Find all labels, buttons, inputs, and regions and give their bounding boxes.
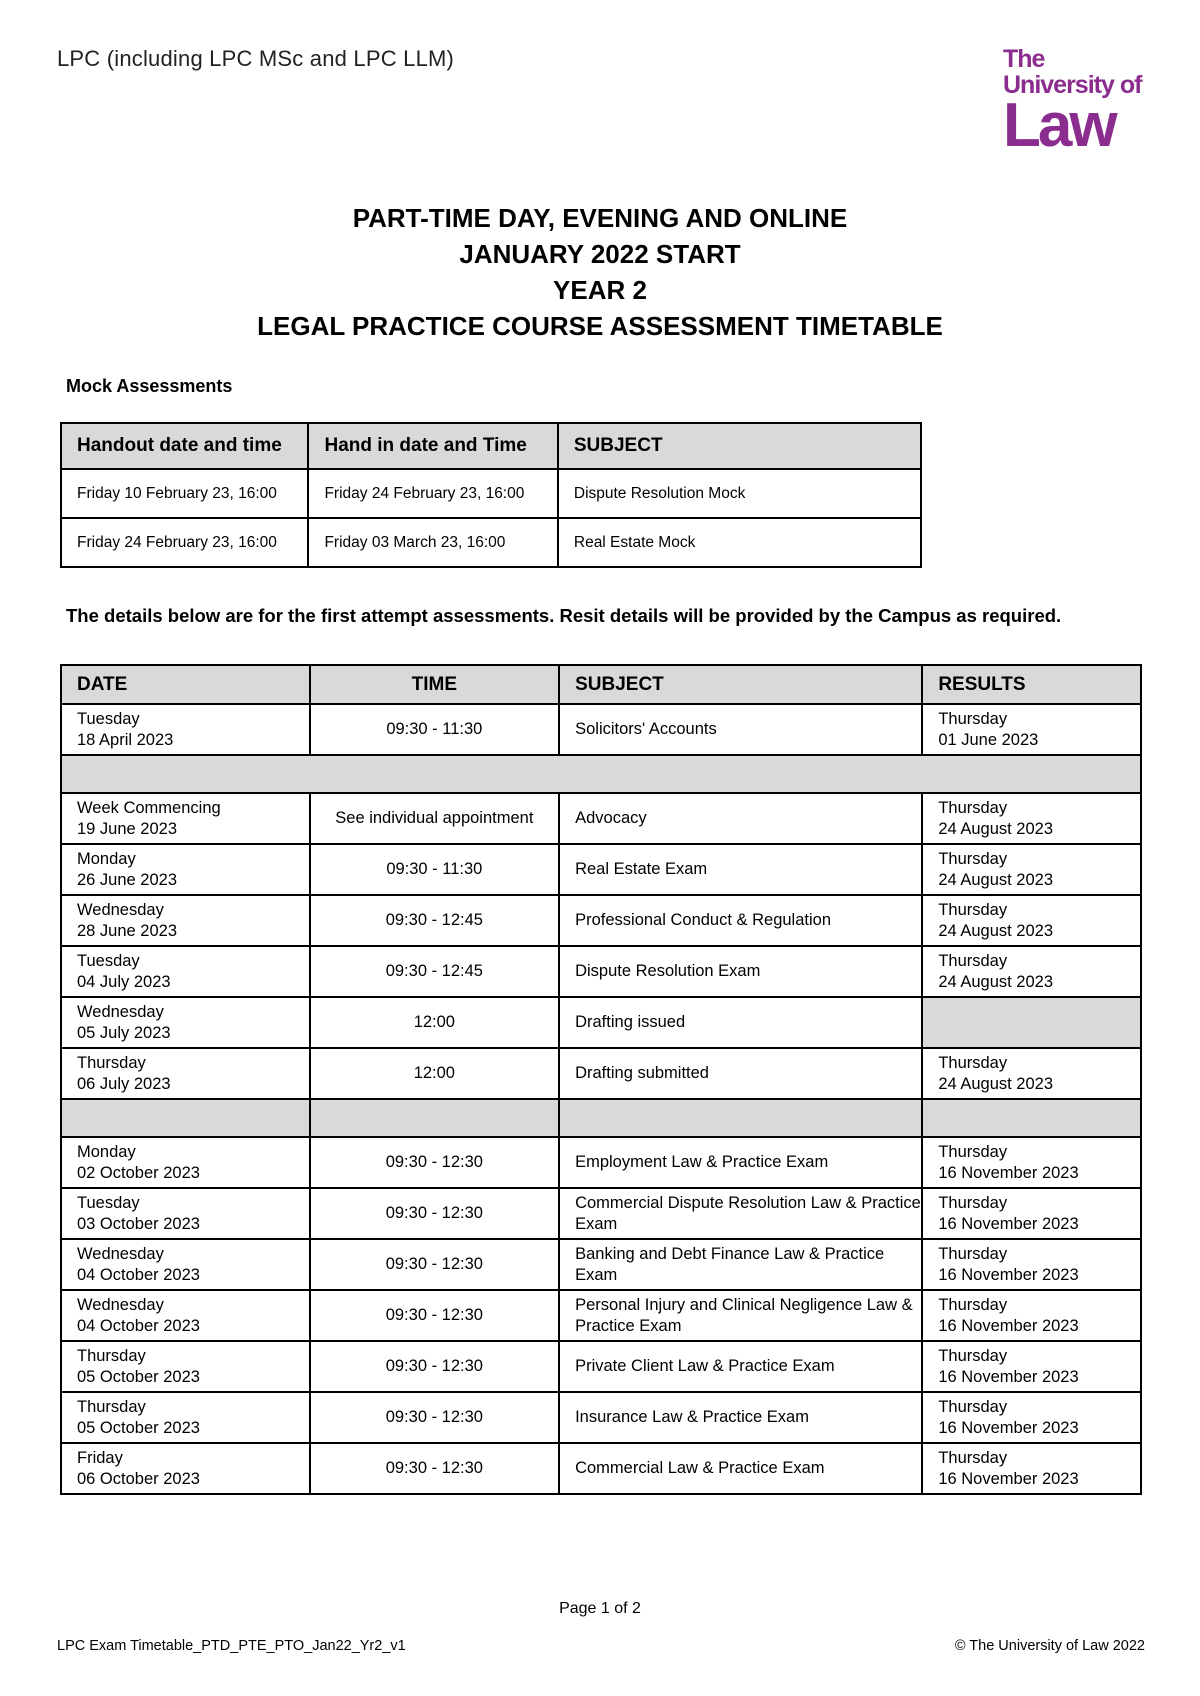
results-cell	[922, 946, 1141, 997]
separator-row	[61, 755, 1141, 793]
results-cell	[922, 793, 1141, 844]
day-text: Thursday	[77, 1397, 146, 1416]
subject-cell: Solicitors' Accounts	[559, 704, 922, 755]
table-row	[61, 844, 1141, 895]
time-cell: 09:30 - 12:30	[310, 1188, 560, 1239]
document-title-block	[0, 200, 1200, 344]
title-line: LEGAL PRACTICE COURSE ASSESSMENT TIMETABLE	[257, 311, 943, 341]
university-logo	[1003, 45, 1142, 160]
table-row	[61, 1443, 1141, 1494]
results-day-text: Thursday	[938, 1448, 1008, 1467]
date-text: 06 July 2023	[77, 1074, 171, 1093]
table-cell: Real Estate Mock	[558, 518, 921, 567]
results-cell	[922, 895, 1141, 946]
date-cell	[61, 704, 310, 755]
separator-cell	[61, 1099, 310, 1137]
results-day-text: Thursday	[938, 709, 1008, 728]
table-row	[61, 1239, 1141, 1290]
day-text: Wednesday	[77, 1295, 164, 1314]
column-header: SUBJECT	[559, 665, 922, 704]
time-cell: See individual appointment	[310, 793, 560, 844]
time-cell: 12:00	[310, 997, 560, 1048]
day-text: Wednesday	[77, 1002, 164, 1021]
date-cell	[61, 1239, 310, 1290]
results-cell	[922, 844, 1141, 895]
date-text: 18 April 2023	[77, 730, 174, 749]
mock-assessments-table	[60, 422, 922, 568]
logo-line-3: Law	[1003, 91, 1115, 160]
results-date-text: 24 August 2023	[938, 921, 1053, 940]
subject-cell: Professional Conduct & Regulation	[559, 895, 922, 946]
date-cell	[61, 1137, 310, 1188]
subject-cell: Banking and Debt Finance Law & Practice Exam	[559, 1239, 922, 1290]
separator-cell	[922, 1099, 1141, 1137]
subject-cell: Private Client Law & Practice Exam	[559, 1341, 922, 1392]
time-cell: 09:30 - 12:30	[310, 1443, 560, 1494]
date-cell	[61, 946, 310, 997]
results-date-text: 24 August 2023	[938, 819, 1053, 838]
subject-cell: Real Estate Exam	[559, 844, 922, 895]
results-day-text: Thursday	[938, 1193, 1008, 1212]
date-cell	[61, 1392, 310, 1443]
separator-cell	[310, 1099, 560, 1137]
time-cell: 09:30 - 12:30	[310, 1239, 560, 1290]
table-row	[61, 895, 1141, 946]
results-date-text: 01 June 2023	[938, 730, 1039, 749]
results-cell	[922, 1048, 1141, 1099]
date-cell	[61, 1443, 310, 1494]
title-line: JANUARY 2022 START	[459, 239, 741, 269]
day-text: Wednesday	[77, 1244, 164, 1263]
results-date-text: 16 November 2023	[938, 1418, 1079, 1437]
day-text: Wednesday	[77, 900, 164, 919]
table-header-row	[61, 665, 1141, 704]
results-cell	[922, 1137, 1141, 1188]
date-cell	[61, 1048, 310, 1099]
results-date-text: 16 November 2023	[938, 1214, 1079, 1233]
results-day-text: Thursday	[938, 1244, 1008, 1263]
time-cell: 09:30 - 12:45	[310, 895, 560, 946]
date-text: 04 July 2023	[77, 972, 171, 991]
subject-cell: Advocacy	[559, 793, 922, 844]
subject-cell: Commercial Dispute Resolution Law & Practice Exam	[559, 1188, 922, 1239]
column-header: DATE	[61, 665, 310, 704]
date-text: 03 October 2023	[77, 1214, 200, 1233]
logo-line-2: University of	[1003, 71, 1142, 99]
column-header: TIME	[310, 665, 560, 704]
date-cell	[61, 895, 310, 946]
separator-cell	[61, 755, 1141, 793]
results-date-text: 24 August 2023	[938, 870, 1053, 889]
time-cell: 09:30 - 12:30	[310, 1341, 560, 1392]
results-date-text: 16 November 2023	[938, 1367, 1079, 1386]
table-cell: Friday 03 March 23, 16:00	[308, 518, 557, 567]
date-text: 06 October 2023	[77, 1469, 200, 1488]
date-cell	[61, 793, 310, 844]
date-text: 05 October 2023	[77, 1418, 200, 1437]
results-cell	[922, 1188, 1141, 1239]
table-row	[61, 1048, 1141, 1099]
results-date-text: 16 November 2023	[938, 1265, 1079, 1284]
time-cell: 09:30 - 12:30	[310, 1392, 560, 1443]
date-cell	[61, 1188, 310, 1239]
results-day-text: Thursday	[938, 849, 1008, 868]
day-text: Friday	[77, 1448, 123, 1467]
results-day-text: Thursday	[938, 1346, 1008, 1365]
results-date-text: 16 November 2023	[938, 1316, 1079, 1335]
results-cell	[922, 1239, 1141, 1290]
date-text: 02 October 2023	[77, 1163, 200, 1182]
subject-cell: Personal Injury and Clinical Negligence Law & Practice Exam	[559, 1290, 922, 1341]
subject-cell: Drafting submitted	[559, 1048, 922, 1099]
title-line: PART-TIME DAY, EVENING AND ONLINE	[352, 203, 848, 233]
table-row	[61, 1392, 1141, 1443]
column-header: RESULTS	[922, 665, 1141, 704]
table-row	[61, 997, 1141, 1048]
day-text: Tuesday	[77, 1193, 140, 1212]
column-header: Handout date and time	[61, 423, 308, 469]
mock-assessments-heading: Mock Assessments	[66, 376, 233, 396]
results-day-text: Thursday	[938, 798, 1008, 817]
document-reference: LPC Exam Timetable_PTD_PTE_PTO_Jan22_Yr2_v1	[57, 1638, 406, 1654]
time-cell: 12:00	[310, 1048, 560, 1099]
table-row	[61, 1341, 1141, 1392]
time-cell: 09:30 - 12:30	[310, 1137, 560, 1188]
column-header: Hand in date and Time	[308, 423, 557, 469]
date-text: 05 July 2023	[77, 1023, 171, 1042]
column-header: SUBJECT	[558, 423, 921, 469]
table-row	[61, 946, 1141, 997]
table-header-row	[61, 423, 921, 469]
logo-line-1: The	[1003, 45, 1045, 73]
table-row	[61, 1290, 1141, 1341]
table-cell: Friday 24 February 23, 16:00	[308, 469, 557, 518]
subject-cell: Drafting issued	[559, 997, 922, 1048]
results-day-text: Thursday	[938, 1295, 1008, 1314]
title-line: YEAR 2	[553, 275, 647, 305]
results-date-text: 16 November 2023	[938, 1469, 1079, 1488]
copyright-notice: © The University of Law 2022	[954, 1638, 1145, 1654]
day-text: Thursday	[77, 1346, 146, 1365]
results-cell	[922, 1290, 1141, 1341]
separator-row	[61, 1099, 1141, 1137]
day-text: Tuesday	[77, 709, 140, 728]
table-row	[61, 793, 1141, 844]
day-text: Monday	[77, 1142, 136, 1161]
page-number: Page 1 of 2	[559, 1600, 641, 1617]
date-text: 26 June 2023	[77, 870, 178, 889]
assessment-timetable-table	[60, 664, 1142, 1495]
results-date-text: 24 August 2023	[938, 972, 1053, 991]
time-cell: 09:30 - 12:30	[310, 1290, 560, 1341]
results-day-text: Thursday	[938, 1053, 1008, 1072]
table-row	[61, 1188, 1141, 1239]
subject-cell: Dispute Resolution Exam	[559, 946, 922, 997]
day-text: Thursday	[77, 1053, 146, 1072]
results-date-text: 16 November 2023	[938, 1163, 1079, 1182]
separator-cell	[559, 1099, 922, 1137]
results-day-text: Thursday	[938, 1397, 1008, 1416]
date-text: 05 October 2023	[77, 1367, 200, 1386]
date-text: 19 June 2023	[77, 819, 178, 838]
document-header-text: LPC (including LPC MSc and LPC LLM)	[57, 46, 455, 71]
results-cell-empty	[922, 997, 1141, 1048]
subject-cell: Employment Law & Practice Exam	[559, 1137, 922, 1188]
results-cell	[922, 704, 1141, 755]
subject-cell: Insurance Law & Practice Exam	[559, 1392, 922, 1443]
date-cell	[61, 844, 310, 895]
results-day-text: Thursday	[938, 1142, 1008, 1161]
table-cell: Friday 24 February 23, 16:00	[61, 518, 308, 567]
date-text: 28 June 2023	[77, 921, 178, 940]
table-row	[61, 469, 921, 518]
date-cell	[61, 1290, 310, 1341]
results-cell	[922, 1392, 1141, 1443]
day-text: Week Commencing	[77, 798, 221, 817]
results-cell	[922, 1443, 1141, 1494]
table-row	[61, 704, 1141, 755]
results-date-text: 24 August 2023	[938, 1074, 1053, 1093]
results-day-text: Thursday	[938, 951, 1008, 970]
table-cell: Dispute Resolution Mock	[558, 469, 921, 518]
table-cell: Friday 10 February 23, 16:00	[61, 469, 308, 518]
date-text: 04 October 2023	[77, 1265, 200, 1284]
table-row	[61, 518, 921, 567]
time-cell: 09:30 - 11:30	[310, 844, 560, 895]
date-text: 04 October 2023	[77, 1316, 200, 1335]
time-cell: 09:30 - 11:30	[310, 704, 560, 755]
day-text: Tuesday	[77, 951, 140, 970]
results-day-text: Thursday	[938, 900, 1008, 919]
day-text: Monday	[77, 849, 136, 868]
results-cell	[922, 1341, 1141, 1392]
date-cell	[61, 997, 310, 1048]
table-row	[61, 1137, 1141, 1188]
first-attempt-note: The details below are for the first attempt assessments. Resit details will be provided by the Campus as required.	[66, 605, 1062, 626]
time-cell: 09:30 - 12:45	[310, 946, 560, 997]
date-cell	[61, 1341, 310, 1392]
subject-cell: Commercial Law & Practice Exam	[559, 1443, 922, 1494]
